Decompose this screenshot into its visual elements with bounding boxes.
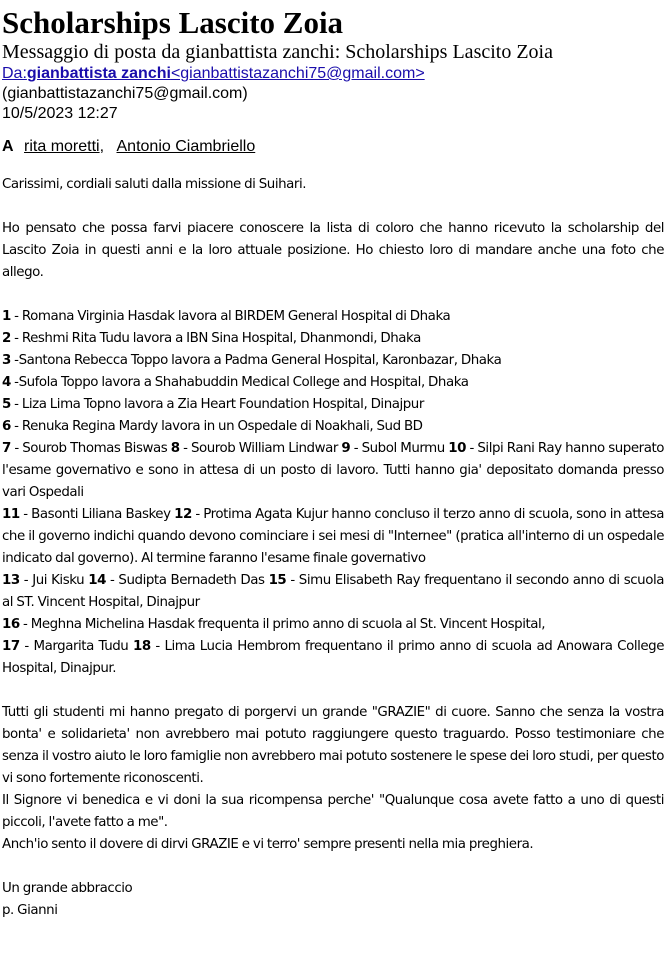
recipient-antonio-ciambriello[interactable]: Antonio Ciambriello	[116, 138, 256, 155]
intro-paragraph: Ho pensato che possa farvi piacere conoscere la lista di coloro che hanno ricevuto la scholarship del Lascito Zoia in questi anni e la loro attuale posizione. Ho chiesto loro di mandare anche una foto che allego.	[2, 221, 664, 280]
list-item-group: 13 - Jui Kisku 14 - Sudipta Bernadeth Das 15 - Simu Elisabeth Ray frequentano il secondo anno di scuola al ST. Vincent Hospital, Dinajpur	[2, 573, 664, 610]
sent-date: 10/5/2023 12:27	[2, 105, 118, 122]
list-item: 16 - Meghna Michelina Hasdak frequenta il primo anno di scuola al St. Vincent Hospital,	[2, 617, 546, 632]
list-item-group: 11 - Basonti Liliana Baskey 12 - Protima Agata Kujur hanno concluso il terzo anno di scuola, sono in attesa che il governo indichi quando devono cominciare i sei mesi di "Internee" (pratica all'interno di un ospedale indicato dal governo). Al termine faranno l'esame finale governativo	[2, 507, 664, 566]
recipients-line	[2, 136, 664, 158]
email-body	[2, 174, 664, 922]
prayer-paragraph: Anch'io sento il dovere di dirvi GRAZIE e vi terro' sempre presenti nella mia preghiera.	[2, 837, 534, 852]
closing: Un grande abbraccio	[2, 881, 133, 896]
list-item: 6 - Renuka Regina Mardy lavora in un Ospedale di Noakhali, Sud BD	[2, 419, 423, 434]
thanks-paragraph: Tutti gli studenti mi hanno pregato di porgervi un grande "GRAZIE" di cuore. Sanno che senza la vostra bonta' e solidarieta' non avrebbero mai potuto raggiungere questo traguardo. Posso testimoniare che senza il vostro aiuto le loro famiglie non avrebbero mai potuto sostenere le spese dei loro studi, per questo vi sono fortemente riconoscenti.	[2, 705, 664, 786]
recipient-rita-moretti[interactable]: rita moretti	[24, 138, 100, 155]
sender-link[interactable]	[2, 65, 425, 82]
email-subject: Messaggio di posta da gianbattista zanchi: Scholarships Lascito Zoia	[2, 41, 553, 63]
list-item-group: 7 - Sourob Thomas Biswas 8 - Sourob William Lindwar 9 - Subol Murmu 10 - Silpi Rani Ray hanno superato l'esame governativo e sono in attesa di un posto di lavoro. Tutti hanno gia' depositato domanda presso vari Ospedali	[2, 441, 664, 500]
greeting: Carissimi, cordiali saluti dalla missione di Suihari.	[2, 177, 307, 192]
list-item: 1 - Romana Virginia Hasdak lavora al BIRDEM General Hospital di Dhaka	[2, 309, 451, 324]
list-item: 4 -Sufola Toppo lavora a Shahabuddin Medical College and Hospital, Dhaka	[2, 375, 469, 390]
list-item: 3 -Santona Rebecca Toppo lavora a Padma General Hospital, Karonbazar, Dhaka	[2, 353, 502, 368]
sender-line	[2, 64, 664, 84]
from-label: Da:	[2, 65, 27, 82]
list-item-group: 17 - Margarita Tudu 18 - Lima Lucia Hembrom frequentano il primo anno di scuola ad Anowara College Hospital, Dinajpur.	[2, 639, 664, 676]
list-item: 5 - Liza Lima Topno lavora a Zia Heart Foundation Hospital, Dinajpur	[2, 397, 424, 412]
sender-email-link: <gianbattistazanchi75@gmail.com>	[170, 65, 425, 82]
blessing-paragraph: Il Signore vi benedica e vi doni la sua ricompensa perche' "Qualunque cosa avete fatto a uno di questi piccoli, l'avete fatto a me".	[2, 793, 664, 830]
to-label: A	[2, 138, 14, 155]
sender-email: (gianbattistazanchi75@gmail.com)	[2, 85, 248, 102]
signature: p. Gianni	[2, 903, 58, 918]
sender-name: gianbattista zanchi	[26, 65, 171, 82]
page-title: Scholarships Lascito Zoia	[2, 5, 344, 40]
list-item: 2 - Reshmi Rita Tudu lavora a IBN Sina Hospital, Dhanmondi, Dhaka	[2, 331, 421, 346]
recipient-separator: ,	[99, 138, 105, 155]
